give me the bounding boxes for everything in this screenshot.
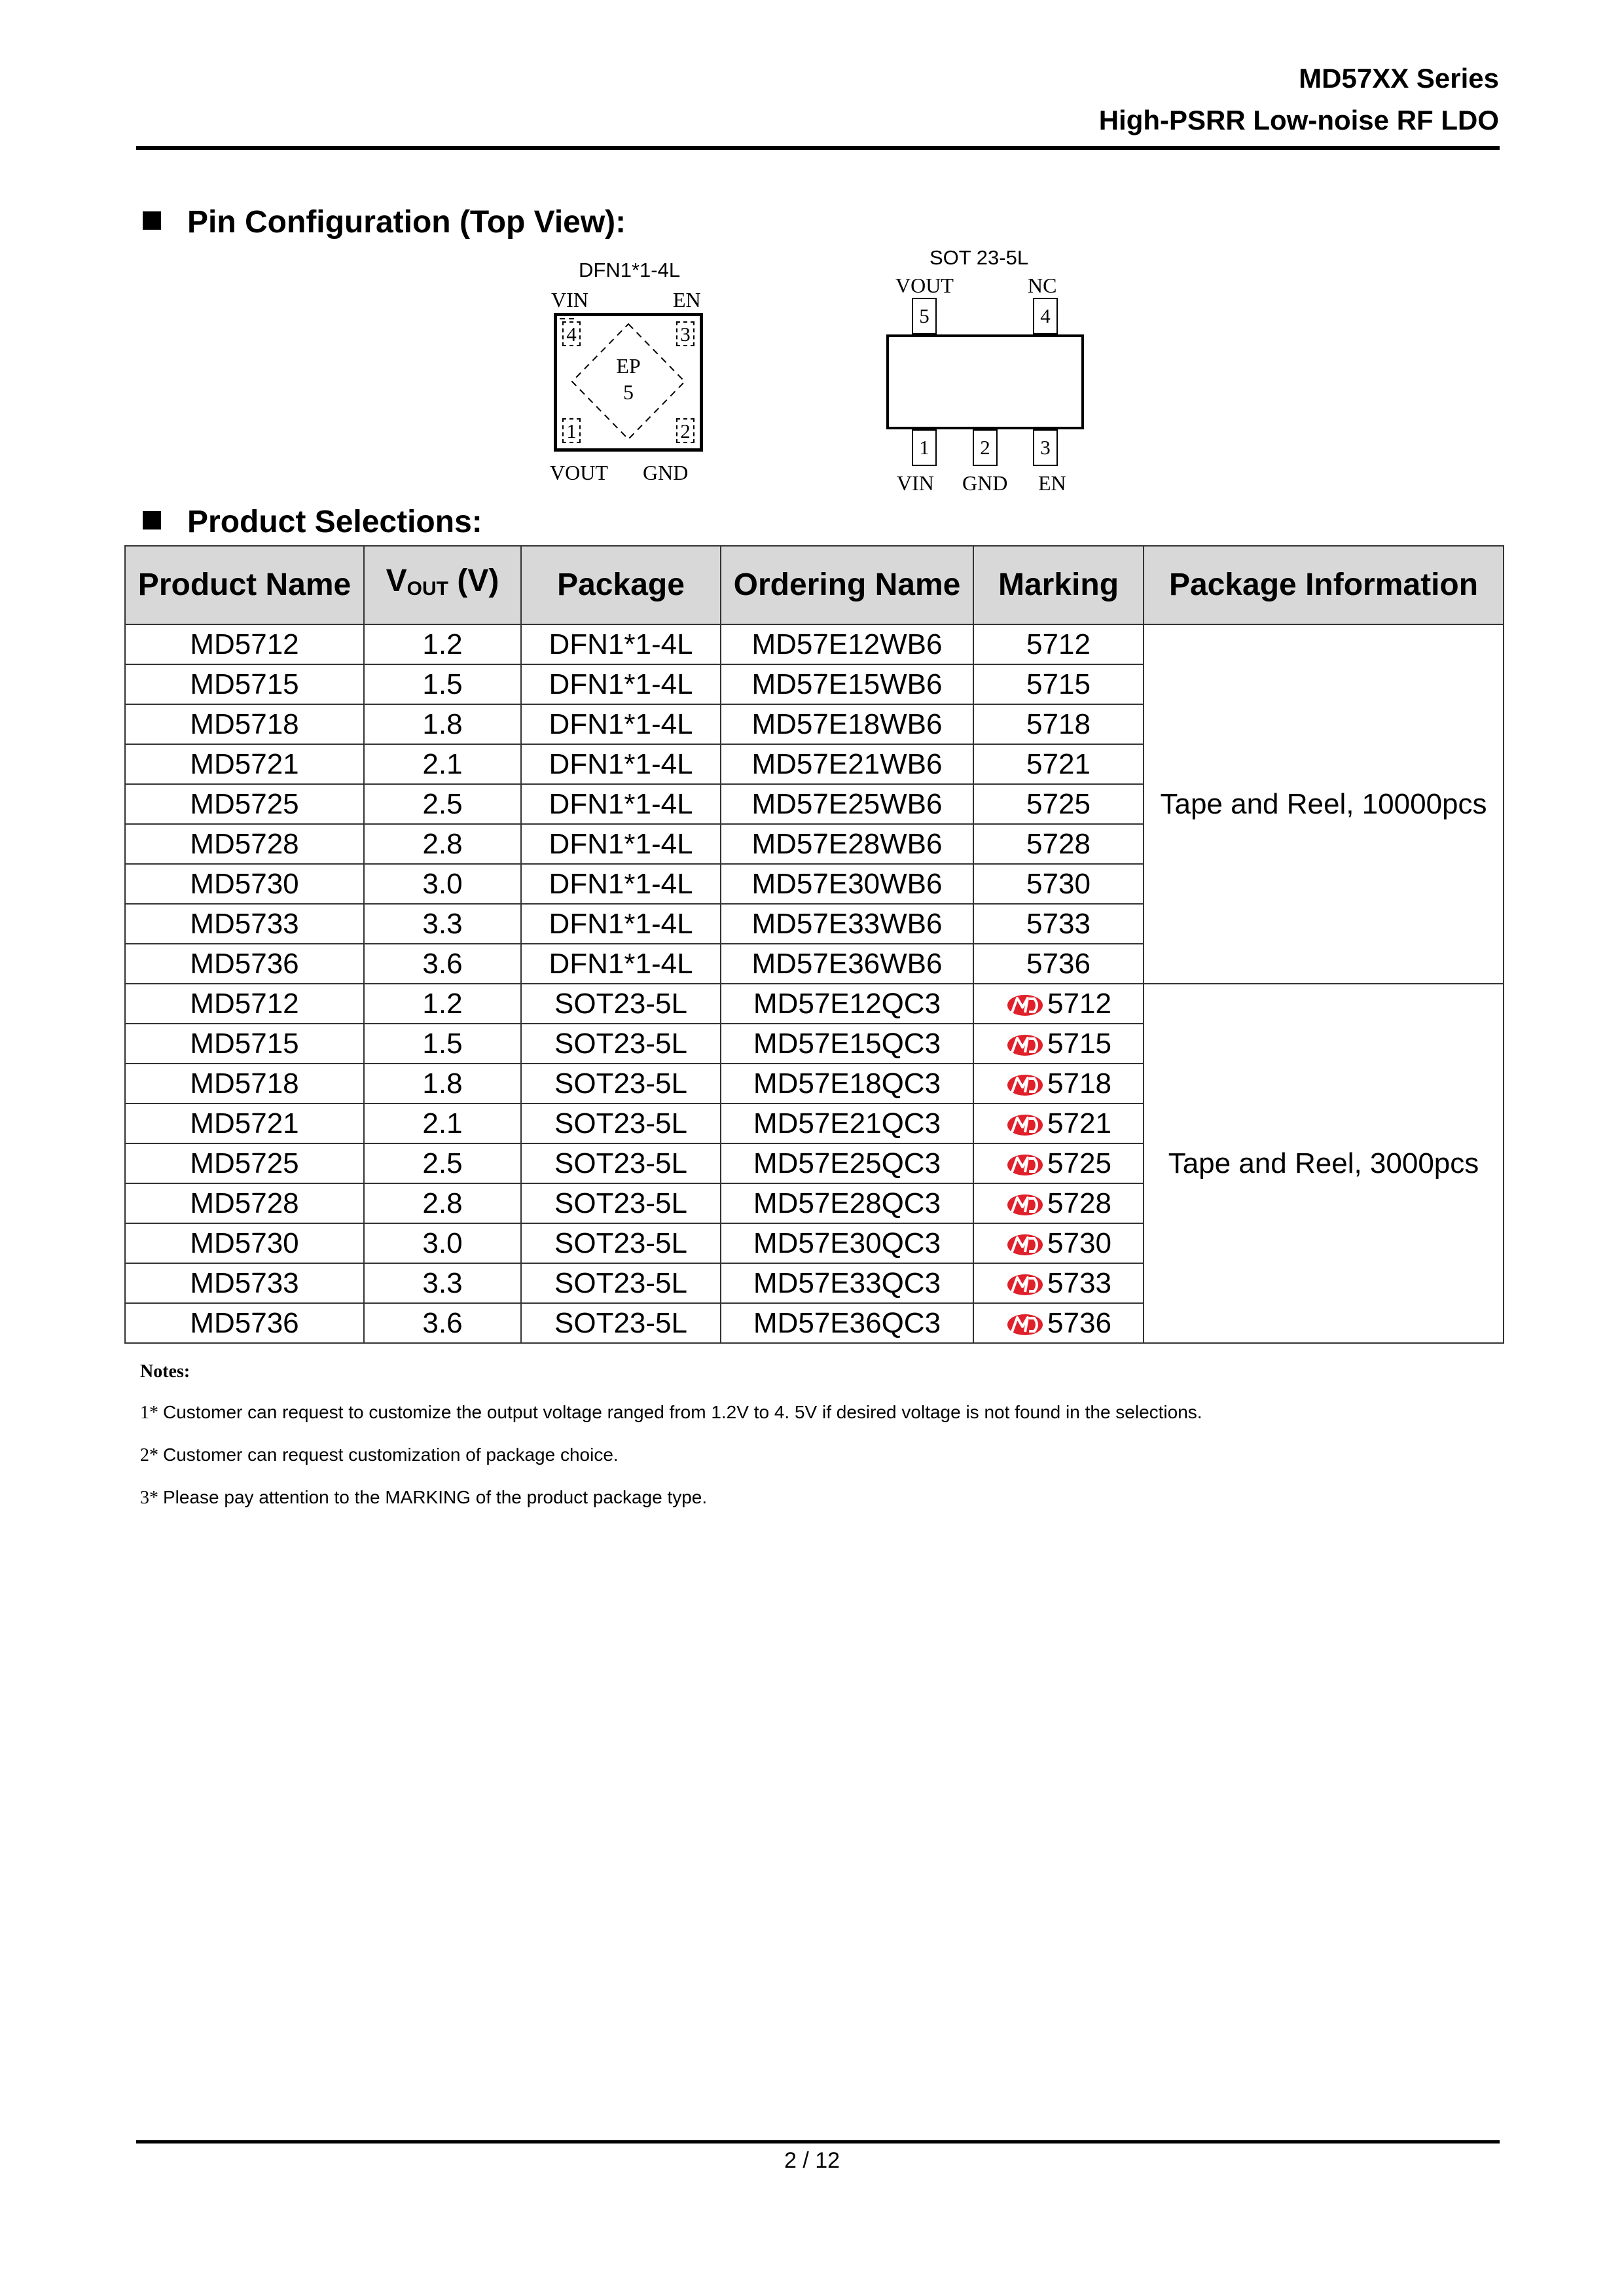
note-text: Please pay attention to the MARKING of the product package type. — [163, 1487, 708, 1507]
header-package-info: Package Information — [1144, 546, 1504, 624]
cell-marking — [973, 704, 1144, 744]
marking-code: 5730 — [1047, 1227, 1111, 1259]
cell-product-name: MD5725 — [125, 1143, 364, 1183]
md-logo-icon — [1005, 1113, 1043, 1138]
total-pages: 12 — [815, 2148, 840, 2173]
cell-product-name: MD5718 — [125, 1064, 364, 1103]
header-vout-sub: OUT — [406, 578, 448, 600]
pin-config-heading — [143, 204, 626, 240]
header-vout — [364, 546, 521, 624]
cell-marking — [973, 904, 1144, 944]
marking-code: 5733 — [1026, 908, 1091, 940]
cell-vout: 2.8 — [364, 824, 521, 864]
note-text: Customer can request customization of package choice. — [163, 1444, 619, 1465]
md-logo-icon — [1005, 993, 1043, 1018]
cell-marking — [973, 1103, 1144, 1143]
note-number: 2 — [140, 1445, 149, 1465]
cell-vout: 2.1 — [364, 1103, 521, 1143]
cell-ordering-name: MD57E21QC3 — [721, 1103, 973, 1143]
marking-code: 5728 — [1026, 828, 1091, 860]
cell-product-name: MD5725 — [125, 784, 364, 824]
cell-package-info-dfn: Tape and Reel, 10000pcs — [1144, 624, 1504, 984]
marking-code: 5736 — [1026, 948, 1091, 980]
note-asterisk: * — [149, 1445, 163, 1465]
note-asterisk: * — [149, 1403, 163, 1423]
dfn-title: DFN1*1-4L — [579, 259, 681, 281]
marking-code: 5736 — [1047, 1307, 1111, 1339]
marking-code: 5718 — [1026, 708, 1091, 740]
cell-package: SOT23-5L — [521, 984, 721, 1024]
cell-product-name: MD5730 — [125, 1223, 364, 1263]
sot-title: SOT 23-5L — [929, 246, 1029, 269]
note-1 — [140, 1402, 1202, 1424]
marking-code: 5712 — [1047, 988, 1111, 1020]
cell-vout: 1.5 — [364, 1024, 521, 1064]
cell-ordering-name: MD57E21WB6 — [721, 744, 973, 784]
sot-pin-4: 4 — [1033, 298, 1058, 334]
cell-product-name: MD5736 — [125, 1303, 364, 1343]
marking-code: 5715 — [1047, 1028, 1111, 1060]
table-row — [125, 984, 1504, 1024]
sot-pin-1: 1 — [912, 429, 937, 466]
header-series: MD57XX Series — [1299, 63, 1499, 94]
cell-marking — [973, 984, 1144, 1024]
note-number: 3 — [140, 1488, 149, 1508]
square-bullet-icon — [143, 511, 161, 529]
dfn-body — [554, 313, 703, 452]
cell-marking — [973, 1064, 1144, 1103]
dfn-ep-pin: 5 — [623, 380, 634, 404]
cell-ordering-name: MD57E15QC3 — [721, 1024, 973, 1064]
cell-package: DFN1*1-4L — [521, 744, 721, 784]
cell-marking — [973, 1263, 1144, 1303]
cell-vout: 3.3 — [364, 1263, 521, 1303]
sot-body — [886, 334, 1084, 429]
dfn-pin-2: 2 — [676, 418, 695, 443]
header-vout-main: V — [386, 564, 407, 598]
cell-vout: 3.6 — [364, 944, 521, 984]
cell-product-name: MD5721 — [125, 1103, 364, 1143]
cell-package: SOT23-5L — [521, 1064, 721, 1103]
cell-ordering-name: MD57E28WB6 — [721, 824, 973, 864]
current-page: 2 — [784, 2148, 797, 2173]
md-logo-icon — [1005, 1312, 1043, 1337]
header-vout-unit: (V) — [448, 564, 499, 598]
cell-ordering-name: MD57E12WB6 — [721, 624, 973, 664]
marking-code: 5730 — [1026, 868, 1091, 900]
cell-package: DFN1*1-4L — [521, 624, 721, 664]
cell-ordering-name: MD57E18WB6 — [721, 704, 973, 744]
header-product-name: Product Name — [125, 546, 364, 624]
cell-vout: 3.0 — [364, 1223, 521, 1263]
cell-vout: 1.8 — [364, 1064, 521, 1103]
cell-marking — [973, 1143, 1144, 1183]
cell-marking — [973, 624, 1144, 664]
cell-ordering-name: MD57E18QC3 — [721, 1064, 973, 1103]
cell-package: DFN1*1-4L — [521, 784, 721, 824]
cell-ordering-name: MD57E33QC3 — [721, 1263, 973, 1303]
footer-rule — [136, 2140, 1500, 2144]
cell-product-name: MD5712 — [125, 984, 364, 1024]
cell-vout: 1.2 — [364, 984, 521, 1024]
sot-pin-3: 3 — [1033, 429, 1058, 466]
cell-vout: 2.5 — [364, 1143, 521, 1183]
cell-marking — [973, 864, 1144, 904]
marking-code: 5733 — [1047, 1267, 1111, 1299]
cell-ordering-name: MD57E25QC3 — [721, 1143, 973, 1183]
cell-ordering-name: MD57E36QC3 — [721, 1303, 973, 1343]
cell-package: DFN1*1-4L — [521, 944, 721, 984]
cell-package: DFN1*1-4L — [521, 864, 721, 904]
cell-vout: 1.2 — [364, 624, 521, 664]
sot-label-vin: VIN — [897, 471, 934, 495]
cell-product-name: MD5730 — [125, 864, 364, 904]
cell-ordering-name: MD57E12QC3 — [721, 984, 973, 1024]
square-bullet-icon — [143, 211, 161, 230]
cell-vout: 3.6 — [364, 1303, 521, 1343]
header-marking: Marking — [973, 546, 1144, 624]
md-logo-icon — [1005, 1153, 1043, 1177]
note-number: 1 — [140, 1403, 149, 1423]
cell-ordering-name: MD57E30WB6 — [721, 864, 973, 904]
marking-code: 5718 — [1047, 1067, 1111, 1100]
dfn-label-vin: VIN — [551, 288, 588, 312]
note-2 — [140, 1444, 619, 1466]
md-logo-icon — [1005, 1272, 1043, 1297]
marking-code: 5725 — [1047, 1147, 1111, 1179]
cell-package: SOT23-5L — [521, 1103, 721, 1143]
header-ordering-name: Ordering Name — [721, 546, 973, 624]
note-asterisk: * — [149, 1488, 163, 1508]
md-logo-icon — [1005, 1033, 1043, 1058]
cell-marking — [973, 1223, 1144, 1263]
cell-package: SOT23-5L — [521, 1024, 721, 1064]
marking-code: 5725 — [1026, 788, 1091, 820]
cell-vout: 1.8 — [364, 704, 521, 744]
cell-product-name: MD5728 — [125, 1183, 364, 1223]
product-selections-heading-text: Product Selections: — [187, 505, 482, 539]
cell-package: DFN1*1-4L — [521, 904, 721, 944]
marking-code: 5728 — [1047, 1187, 1111, 1219]
sot-label-nc: NC — [1028, 274, 1057, 297]
cell-package: DFN1*1-4L — [521, 664, 721, 704]
cell-package: SOT23-5L — [521, 1143, 721, 1183]
dfn-pin-3: 3 — [676, 321, 695, 346]
cell-marking — [973, 784, 1144, 824]
cell-product-name: MD5733 — [125, 1263, 364, 1303]
header-subtitle: High-PSRR Low-noise RF LDO — [1098, 105, 1499, 135]
cell-package: SOT23-5L — [521, 1303, 721, 1343]
cell-marking — [973, 1303, 1144, 1343]
cell-ordering-name: MD57E15WB6 — [721, 664, 973, 704]
table-header-row — [125, 546, 1504, 624]
cell-ordering-name: MD57E36WB6 — [721, 944, 973, 984]
sot-label-gnd: GND — [962, 471, 1008, 495]
header-package: Package — [521, 546, 721, 624]
dfn-label-en: EN — [673, 288, 701, 312]
dfn-pin-1: 1 — [562, 418, 581, 443]
header-rule — [136, 146, 1500, 150]
cell-package: SOT23-5L — [521, 1263, 721, 1303]
product-selections-heading — [143, 504, 482, 540]
cell-vout: 3.3 — [364, 904, 521, 944]
dfn-label-vout: VOUT — [550, 461, 608, 484]
cell-ordering-name: MD57E25WB6 — [721, 784, 973, 824]
cell-product-name: MD5718 — [125, 704, 364, 744]
cell-vout: 2.5 — [364, 784, 521, 824]
cell-marking — [973, 1024, 1144, 1064]
cell-ordering-name: MD57E28QC3 — [721, 1183, 973, 1223]
marking-code: 5712 — [1026, 628, 1091, 660]
cell-product-name: MD5715 — [125, 664, 364, 704]
cell-vout: 2.1 — [364, 744, 521, 784]
cell-package: DFN1*1-4L — [521, 824, 721, 864]
md-logo-icon — [1005, 1232, 1043, 1257]
cell-product-name: MD5712 — [125, 624, 364, 664]
cell-vout: 1.5 — [364, 664, 521, 704]
sot-pin-5: 5 — [912, 298, 937, 334]
note-3 — [140, 1487, 707, 1509]
cell-marking — [973, 664, 1144, 704]
sot-pin-2: 2 — [973, 429, 998, 466]
cell-marking — [973, 824, 1144, 864]
cell-ordering-name: MD57E30QC3 — [721, 1223, 973, 1263]
cell-package: DFN1*1-4L — [521, 704, 721, 744]
dfn-label-gnd: GND — [643, 461, 689, 484]
marking-code: 5715 — [1026, 668, 1091, 700]
cell-product-name: MD5721 — [125, 744, 364, 784]
notes-title: Notes: — [140, 1361, 190, 1382]
cell-package-info-sot: Tape and Reel, 3000pcs — [1144, 984, 1504, 1343]
cell-marking — [973, 944, 1144, 984]
cell-product-name: MD5728 — [125, 824, 364, 864]
md-logo-icon — [1005, 1193, 1043, 1217]
cell-marking — [973, 744, 1144, 784]
cell-vout: 2.8 — [364, 1183, 521, 1223]
table-body — [125, 624, 1504, 1343]
dfn-pin-4: 4 — [562, 321, 581, 346]
cell-marking — [973, 1183, 1144, 1223]
cell-product-name: MD5733 — [125, 904, 364, 944]
note-text: Customer can request to customize the output voltage ranged from 1.2V to 4. 5V if desired voltage is not found in the selections. — [163, 1402, 1202, 1422]
dfn-ep-label: EP — [616, 354, 641, 378]
table-row — [125, 624, 1504, 664]
cell-vout: 3.0 — [364, 864, 521, 904]
marking-code: 5721 — [1047, 1107, 1111, 1139]
md-logo-icon — [1005, 1073, 1043, 1098]
cell-product-name: MD5736 — [125, 944, 364, 984]
sot-label-vout: VOUT — [895, 274, 954, 297]
marking-code: 5721 — [1026, 748, 1091, 780]
sot-label-en: EN — [1038, 471, 1066, 495]
page-number: 2 / 12 — [784, 2148, 840, 2173]
cell-product-name: MD5715 — [125, 1024, 364, 1064]
product-selection-table — [124, 545, 1504, 1344]
cell-package: SOT23-5L — [521, 1223, 721, 1263]
cell-package: SOT23-5L — [521, 1183, 721, 1223]
cell-ordering-name: MD57E33WB6 — [721, 904, 973, 944]
pin-config-heading-text: Pin Configuration (Top View): — [187, 205, 626, 240]
